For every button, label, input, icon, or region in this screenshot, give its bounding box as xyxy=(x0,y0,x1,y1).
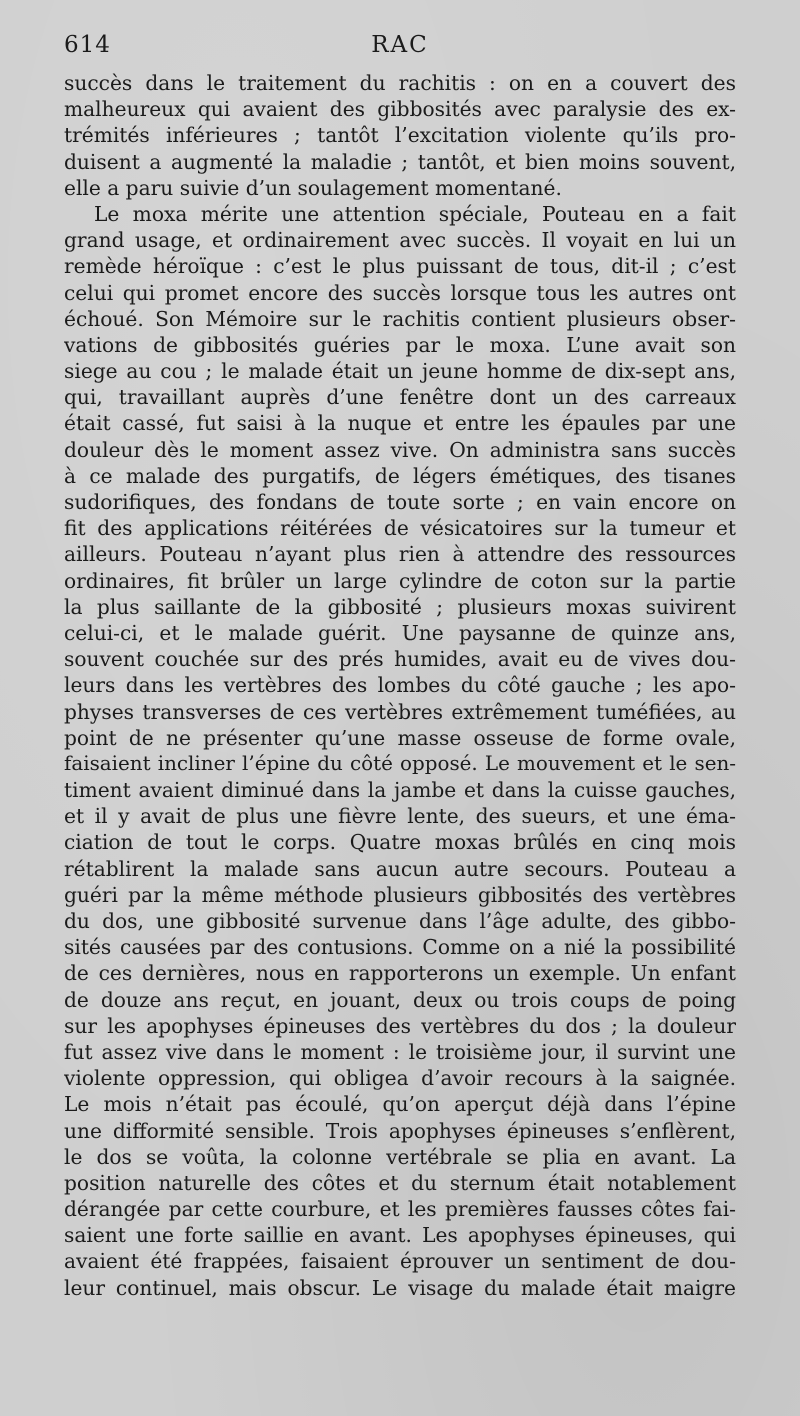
text-line: Le moxa mérite une attention spéciale, Pouteau en a fait xyxy=(94,201,736,226)
text-line: succès dans le traitement du rachitis : on en a couvert des xyxy=(64,71,736,95)
text-line: dérangée par cette courbure, et les premières fausses côtes fai- xyxy=(64,1197,736,1222)
running-head xyxy=(64,32,736,66)
text-line: qui, travaillant auprès d’une fenêtre dont un des carreaux xyxy=(64,385,736,410)
text-line: point de ne présenter qu’une masse osseuse de forme ovale, xyxy=(64,725,736,750)
text-line: position naturelle des côtes et du sternum était notablement xyxy=(64,1170,736,1195)
text-line: une difformité sensible. Trois apophyses épineuses s’enflèrent, xyxy=(64,1118,736,1143)
text-line: était cassé, fut saisi à la nuque et entre les épaules par une xyxy=(64,411,736,436)
text-line: rétablirent la malade sans aucun autre secours. Pouteau a xyxy=(64,856,736,881)
text-line: sités causées par des contusions. Comme on a nié la possibilité xyxy=(64,935,736,960)
text-line: leurs dans les vertèbres des lombes du côté gauche ; les apo- xyxy=(64,673,736,698)
text-line: la plus saillante de la gibbosité ; plusieurs moxas suivirent xyxy=(64,594,736,619)
page-number: 614 xyxy=(64,32,111,58)
text-line: celui qui promet encore des succès lorsque tous les autres ont xyxy=(64,280,736,305)
text-line: ordinaires, fit brûler un large cylindre de coton sur la partie xyxy=(64,568,736,593)
text-line: souvent couchée sur des prés humides, avait eu de vives dou- xyxy=(64,647,736,672)
text-line: vations de gibbosités guéries par le moxa. L’une avait son xyxy=(64,332,736,357)
text-line: sur les apophyses épineuses des vertèbres du dos ; la douleur xyxy=(64,1013,736,1038)
text-line: physes transverses de ces vertèbres extrêmement tuméfiées, au xyxy=(64,699,736,724)
text-line: ailleurs. Pouteau n’ayant plus rien à attendre des ressources xyxy=(64,542,736,567)
text-line: le dos se voûta, la colonne vertébrale se plia en avant. La xyxy=(64,1144,736,1169)
text-line: à ce malade des purgatifs, de légers émétiques, des tisanes xyxy=(64,463,736,488)
running-title: RAC xyxy=(371,32,429,58)
text-line: grand usage, et ordinairement avec succès. Il voyait en lui un xyxy=(64,228,736,253)
text-line: du dos, une gibbosité survenue dans l’âge adulte, des gibbo- xyxy=(64,909,736,933)
text-line: celui-ci, et le malade guérit. Une paysanne de quinze ans, xyxy=(64,620,736,645)
text-line: avaient été frappées, faisaient éprouver un sentiment de dou- xyxy=(64,1249,736,1274)
text-line: leur continuel, mais obscur. Le visage du malade était maigre xyxy=(64,1275,736,1300)
text-line: siege au cou ; le malade était un jeune homme de dix-sept ans, xyxy=(64,359,736,384)
text-line: guéri par la même méthode plusieurs gibbosités des vertèbres xyxy=(64,882,736,907)
text-line: échoué. Son Mémoire sur le rachitis contient plusieurs obser- xyxy=(64,306,736,331)
text-line: fit des applications réitérées de vésicatoires sur la tumeur et xyxy=(64,516,736,541)
text-line: de ces dernières, nous en rapporterons un exemple. Un enfant xyxy=(64,961,736,986)
text-line: violente oppression, qui obligea d’avoir recours à la saignée. xyxy=(64,1066,736,1091)
text-line: faisaient incliner l’épine du côté opposé. Le mouvement et le sen- xyxy=(64,751,736,775)
text-line: elle a paru suivie d’un soulagement momentané. xyxy=(64,175,562,200)
body-text xyxy=(64,70,736,1301)
text-line: ciation de tout le corps. Quatre moxas brûlés en cinq mois xyxy=(64,830,736,855)
text-line: et il y avait de plus une fièvre lente, des sueurs, et une éma- xyxy=(64,804,736,829)
text-line: douleur dès le moment assez vive. On administra sans succès xyxy=(64,437,736,462)
text-line: timent avaient diminué dans la jambe et dans la cuisse gauches, xyxy=(64,778,736,803)
text-line: malheureux qui avaient des gibbosités avec paralysie des ex- xyxy=(64,97,736,122)
text-line: saient une forte saillie en avant. Les apophyses épineuses, qui xyxy=(64,1223,736,1248)
text-line: sudorifiques, des fondans de toute sorte ; en vain encore on xyxy=(64,490,736,514)
text-line: remède héroïque : c’est le plus puissant de tous, dit-il ; c’est xyxy=(64,254,736,279)
text-line: fut assez vive dans le moment : le troisième jour, il survint une xyxy=(64,1039,736,1064)
text-line: de douze ans reçut, en jouant, deux ou trois coups de poing xyxy=(64,987,736,1012)
text-line: trémités inférieures ; tantôt l’excitation violente qu’ils pro- xyxy=(64,123,736,148)
text-line: Le mois n’était pas écoulé, qu’on aperçut déjà dans l’épine xyxy=(64,1092,736,1117)
text-line: duisent a augmenté la maladie ; tantôt, et bien moins souvent, xyxy=(64,149,736,174)
